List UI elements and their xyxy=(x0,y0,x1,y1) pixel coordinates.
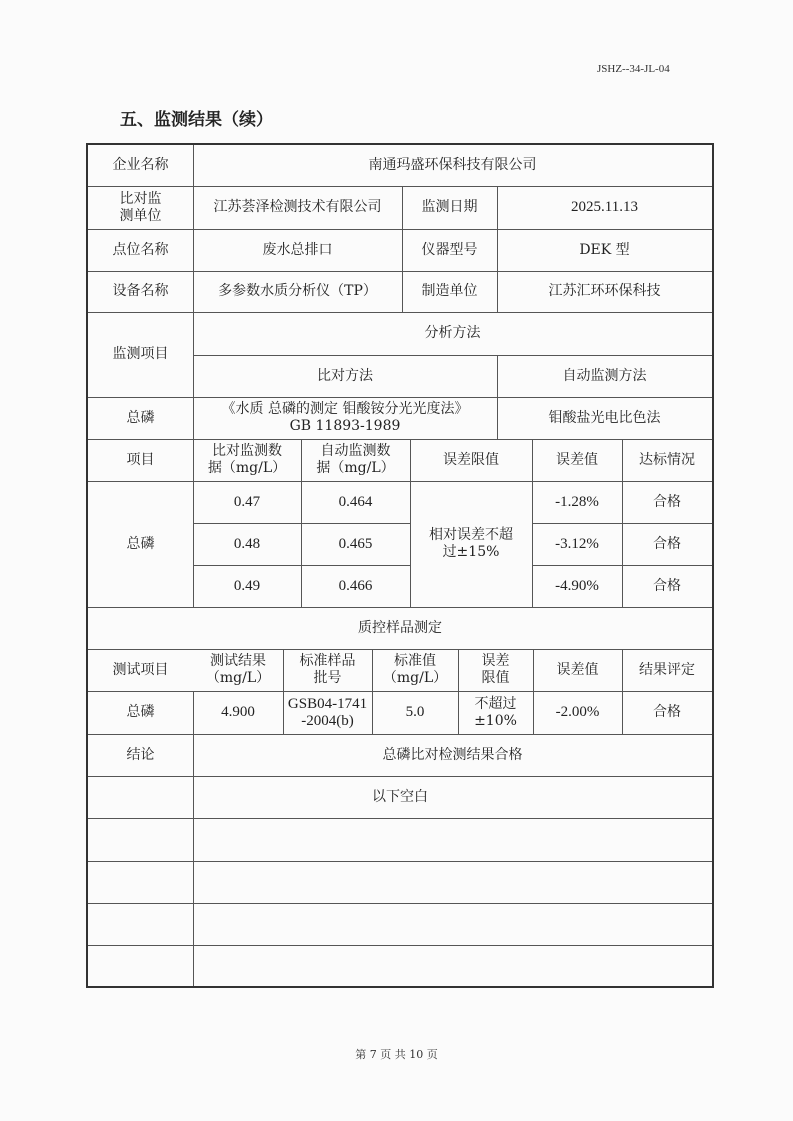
compare-error-value: -3.12% xyxy=(555,535,599,552)
compare-header-limit: 误差限值 xyxy=(443,451,499,468)
compare-header-auto: 自动监测数 据（mg/L） xyxy=(316,443,395,476)
monitoring-item-label: 监测项目 xyxy=(112,346,169,362)
qc-header-error: 误差值 xyxy=(556,661,599,678)
date-label: 监测日期 xyxy=(421,199,478,215)
conclusion-value: 总磷比对检测结果合格 xyxy=(382,746,523,763)
row-divider xyxy=(88,861,712,862)
point-label: 点位名称 xyxy=(112,241,169,258)
qc-title: 质控样品测定 xyxy=(358,619,442,636)
model-label: 仪器型号 xyxy=(421,241,478,258)
qc-batch: GSB04-1741 -2004(b) xyxy=(287,695,368,729)
model-value: DEK 型 xyxy=(579,241,630,258)
qc-header-standard: 标准值 （mg/L） xyxy=(382,653,448,686)
blank-note: 以下空白 xyxy=(372,788,428,805)
row-divider xyxy=(88,945,712,946)
row-divider xyxy=(88,903,712,904)
device-label: 设备名称 xyxy=(112,283,169,299)
compare-ref-value: 0.48 xyxy=(233,535,261,552)
point-value: 废水总排口 xyxy=(262,241,333,258)
compare-auto-value: 0.465 xyxy=(338,535,373,552)
qc-header-evaluation: 结果评定 xyxy=(639,661,695,678)
unit-value: 江苏荟泽检测技术有限公司 xyxy=(213,199,382,215)
monitoring-results-table xyxy=(86,143,714,988)
method-param: 总磷 xyxy=(126,409,155,426)
compare-param: 总磷 xyxy=(126,535,155,552)
qc-header-result: 测试结果 （mg/L） xyxy=(205,653,271,686)
section-title: 五、监测结果（续） xyxy=(120,110,273,130)
compare-header-status: 达标情况 xyxy=(639,451,695,468)
analysis-method-header: 分析方法 xyxy=(424,325,481,341)
auto-method-text: 钼酸盐光电比色法 xyxy=(548,409,661,426)
maker-value: 江苏汇环环保科技 xyxy=(548,283,661,299)
compare-ref-value: 0.47 xyxy=(233,493,261,510)
maker-label: 制造单位 xyxy=(421,283,478,299)
row-divider xyxy=(88,818,712,819)
qc-error: -2.00% xyxy=(555,704,600,720)
qc-evaluation: 合格 xyxy=(653,704,681,720)
qc-item: 总磷 xyxy=(126,704,155,720)
qc-result: 4.900 xyxy=(221,704,255,720)
compare-error-value: -1.28% xyxy=(555,493,599,510)
company-label: 企业名称 xyxy=(112,157,169,173)
compare-status: 合格 xyxy=(653,493,681,510)
compare-error-value: -4.90% xyxy=(555,577,599,594)
compare-auto-value: 0.466 xyxy=(338,577,373,594)
page-number: 第 7 页 共 10 页 xyxy=(355,1048,438,1061)
company-value: 南通玛盛环保科技有限公司 xyxy=(368,157,537,173)
compare-method-header: 比对方法 xyxy=(317,367,373,384)
conclusion-label: 结论 xyxy=(126,746,155,763)
qc-header-limit: 误差 限值 xyxy=(481,653,510,686)
date-value: 2025.11.13 xyxy=(571,199,638,215)
qc-header-batch: 标准样品 批号 xyxy=(299,653,356,686)
compare-header-ref: 比对监测数 据（mg/L） xyxy=(207,443,287,476)
compare-header-error: 误差值 xyxy=(556,451,598,468)
compare-auto-value: 0.464 xyxy=(338,493,373,510)
compare-header-item: 项目 xyxy=(126,451,155,468)
document-number: JSHZ--34-JL-04 xyxy=(597,63,670,75)
qc-limit: 不超过 ±10% xyxy=(474,695,517,729)
qc-standard: 5.0 xyxy=(405,704,425,720)
compare-method-text: 《水质 总磷的测定 钼酸铵分光光度法》 GB 11893-1989 xyxy=(221,401,469,434)
compare-limit: 相对误差不超 过±15% xyxy=(429,527,513,560)
compare-status: 合格 xyxy=(653,577,681,594)
compare-status: 合格 xyxy=(653,535,681,552)
compare-ref-value: 0.49 xyxy=(233,577,261,594)
auto-method-header: 自动监测方法 xyxy=(562,367,647,384)
device-value: 多参数水质分析仪（TP） xyxy=(218,283,377,299)
unit-label: 比对监 测单位 xyxy=(119,190,162,224)
qc-header-item: 测试项目 xyxy=(112,661,169,678)
